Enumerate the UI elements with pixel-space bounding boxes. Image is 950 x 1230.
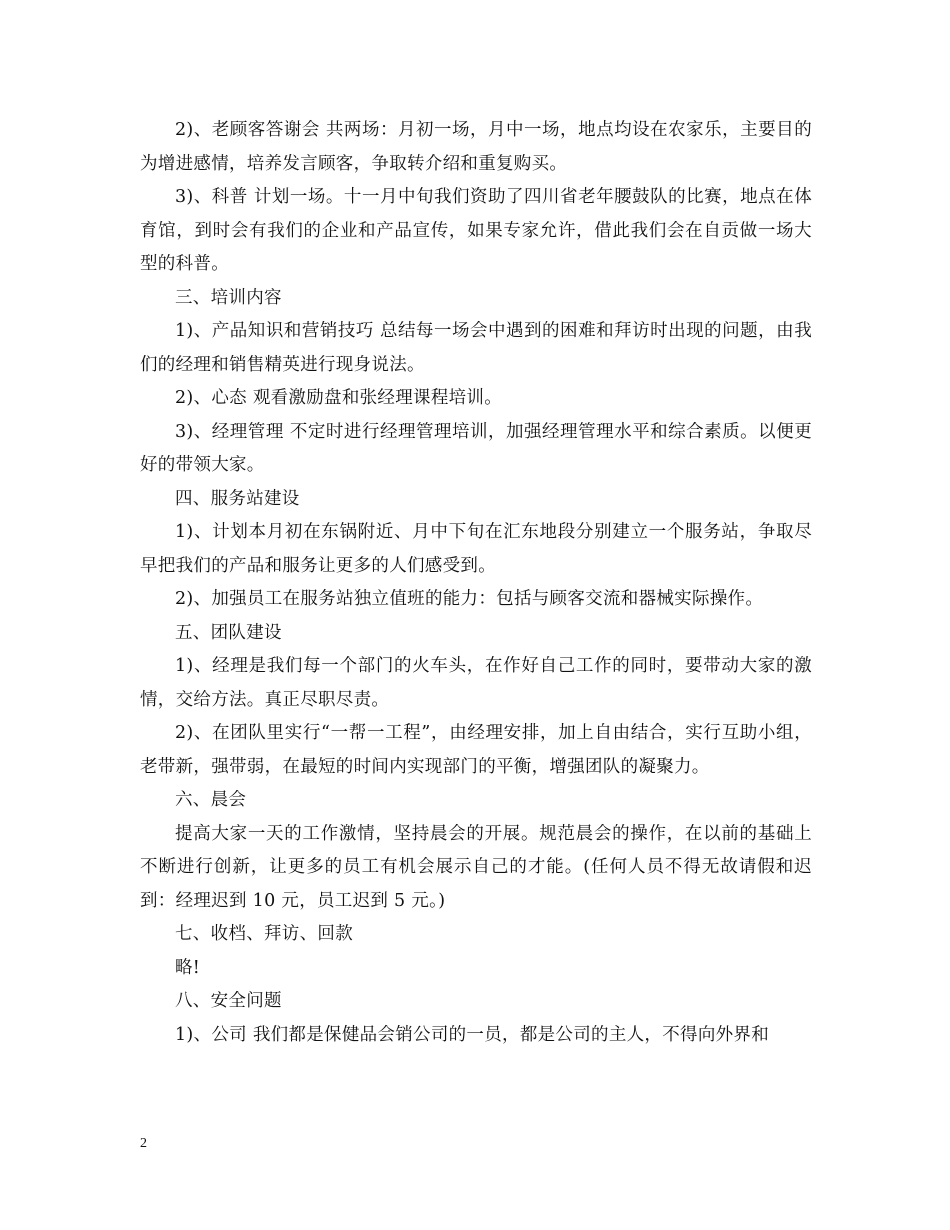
- paragraph-mindset: 2)、心态 观看激励盘和张经理课程培训。: [175, 388, 503, 408]
- paragraph-science-event: 3)、科普 计划一场。十一月中旬我们资助了四川省老年腰鼓队的比赛，地点在体育馆，到时会有我们的企业和产品宣传，如果专家允许，借此我们会在自贡做一场大型的科普。: [140, 187, 812, 274]
- paragraph-anniversary-event: 2)、老顾客答谢会 共两场：月初一场，月中一场，地点均设在农家乐，主要目的为增进感情，培养发言顾客，争取转介绍和重复购买。: [140, 120, 812, 174]
- paragraph-omitted: 略!: [175, 957, 201, 978]
- paragraph-company-safety: 1)、公司 我们都是保健品会销公司的一员，都是公司的主人，不得向外界和: [175, 1024, 770, 1045]
- heading-team-building: 五、团队建设: [175, 622, 282, 643]
- paragraph-manager-role: 1)、经理是我们每一个部门的火车头，在作好自己工作的同时，要带动大家的激情，交给方法。真正尽职尽责。: [140, 656, 812, 710]
- heading-morning-meeting: 六、晨会: [175, 790, 247, 810]
- paragraph-station-duty: 2)、加强员工在服务站独立值班的能力：包括与顾客交流和器械实际操作。: [175, 589, 764, 609]
- paragraph-product-knowledge: 1)、产品知识和营销技巧 总结每一场会中遇到的困难和拜访时出现的问题，由我们的经理和销售精英进行现身说法。: [140, 321, 812, 375]
- paragraph-morning-meeting: 提高大家一天的工作激情，坚持晨会的开展。规范晨会的操作，在以前的基础上不断进行创新，让更多的员工有机会展示自己的才能。(任何人员不得无故请假和迟到：经理迟到 10 元，员工迟到 5 元。): [140, 823, 812, 911]
- heading-service-station: 四、服务站建设: [175, 488, 300, 509]
- heading-safety: 八、安全问题: [175, 991, 282, 1011]
- heading-collection-visit: 七、收档、拜访、回款: [175, 924, 353, 944]
- heading-training-content: 三、培训内容: [175, 287, 282, 308]
- document-body: [140, 114, 812, 1052]
- paragraph-mentoring: 2)、在团队里实行“一帮一工程”，由经理安排，加上自由结合，实行互助小组，老带新，强带弱，在最短的时间内实现部门的平衡，增强团队的凝聚力。: [140, 723, 812, 777]
- paragraph-manager-training: 3)、经理管理 不定时进行经理管理培训，加强经理管理水平和综合素质。以便更好的带领大家。: [140, 421, 812, 475]
- page-number: 2: [140, 1136, 147, 1151]
- paragraph-station-plan: 1)、计划本月初在东锅附近、月中下旬在汇东地段分别建立一个服务站，争取尽早把我们的产品和服务让更多的人们感受到。: [140, 522, 812, 576]
